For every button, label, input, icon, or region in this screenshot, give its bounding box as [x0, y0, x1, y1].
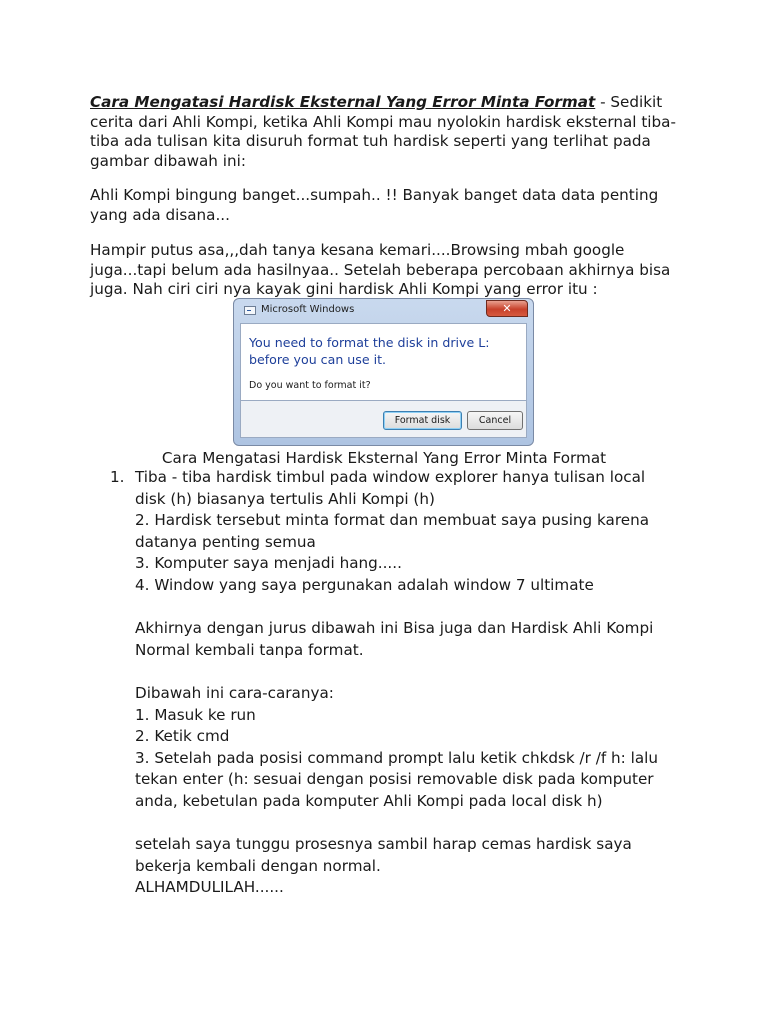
window-app-icon	[244, 306, 256, 315]
intro-text: - Sedikit cerita dari Ahli Kompi, ketika Ahli Kompi mau nyolokin hardisk eksternal tiba-tiba ada tulisan kita disuruh format tuh hardisk seperti yang terlihat pada gambar dibawah ini:	[90, 93, 676, 170]
step-item: 3. Setelah pada posisi command prompt lalu ketik chkdsk /r /f h: lalu tekan enter (h: sesuai dengan posisi removable disk pada komputer anda, kebetulan pada komputer Ahli Kompi pada local disk h)	[135, 748, 658, 810]
dialog-question: Do you want to format it?	[249, 380, 371, 391]
format-disk-button: Format disk	[383, 411, 462, 430]
list-line: 3. Komputer saya menjadi hang.....	[135, 554, 402, 573]
dialog-footer	[240, 401, 527, 438]
list-line: 2. Hardisk tersebut minta format dan membuat saya pusing karena datanya penting semua	[135, 511, 650, 551]
dialog-body	[240, 323, 527, 401]
list-number: 1.	[110, 468, 125, 486]
paragraph-setelah: setelah saya tunggu prosesnya sambil harap cemas hardisk saya bekerja kembali dengan normal.	[135, 835, 632, 875]
close-icon: ✕	[486, 300, 528, 317]
paragraph-bingung: Ahli Kompi bingung banget...sumpah.. !! Banyak banget data data penting yang ada disana...	[90, 186, 659, 224]
format-disk-dialog-image	[233, 298, 534, 446]
paragraph-akhirnya: Akhirnya dengan jurus dibawah ini Bisa juga dan Hardisk Ahli Kompi Normal kembali tanpa format.	[135, 619, 654, 659]
list-line: Tiba - tiba hardisk timbul pada window explorer hanya tulisan local disk (h) biasanya tertulis Ahli Kompi (h)	[135, 468, 646, 508]
paragraph-hampir: Hampir putus asa,,,dah tanya kesana kemari....Browsing mbah google juga...tapi belum ada hasilnyaa.. Setelah beberapa percobaan akhirnya bisa juga. Nah ciri ciri nya kayak gini hardisk Ahli Kompi yang error itu :	[90, 241, 671, 298]
dialog-title: Microsoft Windows	[261, 304, 355, 315]
intro-paragraph	[90, 93, 680, 171]
steps-intro: Dibawah ini cara-caranya:	[135, 683, 334, 702]
step-item: 1. Masuk ke run	[135, 705, 256, 724]
step-item: 2. Ketik cmd	[135, 727, 230, 746]
list-line: 4. Window yang saya pergunakan adalah window 7 ultimate	[135, 575, 594, 594]
article-title-link[interactable]: Cara Mengatasi Hardisk Eksternal Yang Error Minta Format	[90, 93, 596, 111]
list-item-content	[135, 467, 665, 899]
dialog-titlebar	[234, 299, 533, 321]
dialog-message: You need to format the disk in drive L: before you can use it.	[249, 335, 490, 367]
cancel-button: Cancel	[467, 411, 523, 430]
closing-text: ALHAMDULILAH......	[135, 878, 284, 897]
image-caption: Cara Mengatasi Hardisk Eksternal Yang Error Minta Format	[161, 449, 607, 467]
